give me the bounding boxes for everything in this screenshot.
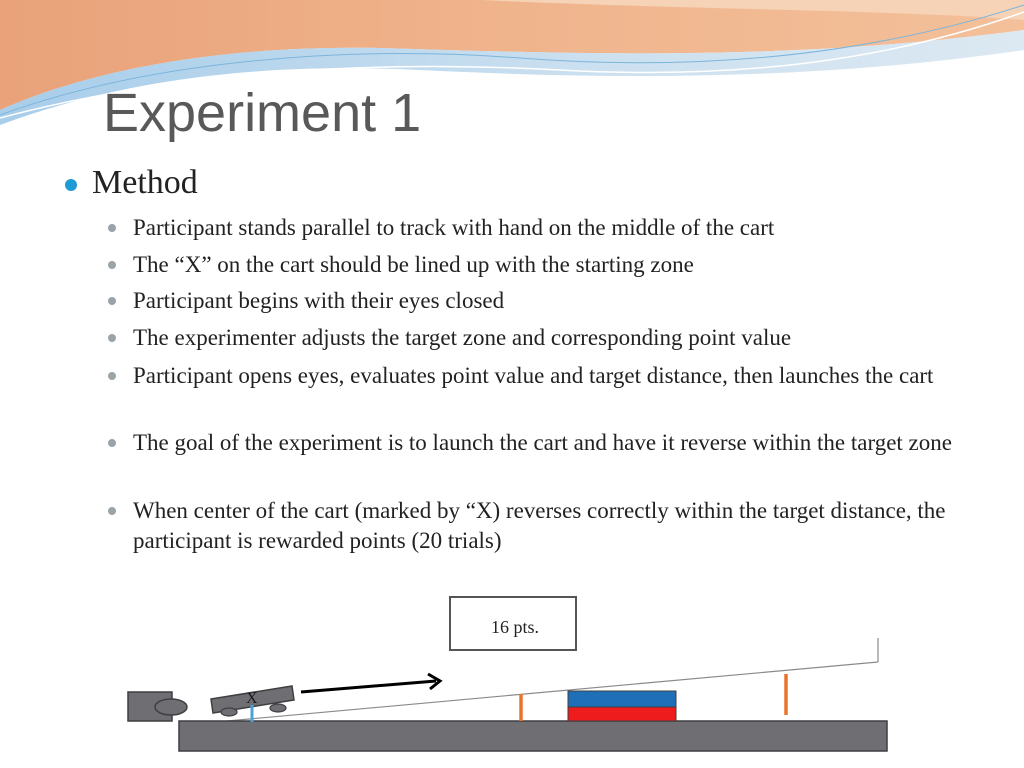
bullet-item-5: Participant opens eyes, evaluates point value and target distance, then launches the cart xyxy=(133,363,934,388)
target-zone-top xyxy=(568,691,676,707)
section-bullet-icon xyxy=(65,179,77,191)
bullet-item-1: Participant stands parallel to track with hand on the middle of the cart xyxy=(133,215,775,240)
bullet-dot-icon xyxy=(108,372,116,380)
bullet-dot-icon xyxy=(108,224,116,232)
bullet-dot-icon xyxy=(108,261,116,269)
bullet-item-4: The experimenter adjusts the target zone and corresponding point value xyxy=(133,325,792,350)
slide-title: Experiment 1 xyxy=(103,83,422,143)
bullet-item-2: The “X” on the cart should be lined up with the starting zone xyxy=(133,252,694,277)
points-label: 16 pts. xyxy=(491,617,540,637)
cart-x-label: X xyxy=(246,690,258,707)
bullet-item-3: Participant begins with their eyes closed xyxy=(133,288,505,313)
bullet-dot-icon xyxy=(108,297,116,305)
launcher-plunger xyxy=(155,699,187,715)
cart-wheel xyxy=(221,708,237,716)
bullet-item-6: The goal of the experiment is to launch the cart and have it reverse within the target zone xyxy=(133,430,952,455)
target-zone-bottom xyxy=(568,707,676,721)
cart-wheel xyxy=(270,704,286,712)
bullet-dot-icon xyxy=(108,439,116,447)
launch-arrow xyxy=(301,681,436,692)
track-base xyxy=(179,721,887,751)
bullet-dot-icon xyxy=(108,507,116,515)
bullet-item-7: When center of the cart (marked by “X) reverses correctly within the target distance, the participant is rewarded points (20 trials) xyxy=(133,498,946,553)
bullet-dot-icon xyxy=(108,334,116,342)
section-heading: Method xyxy=(92,164,198,201)
points-box xyxy=(449,596,577,651)
